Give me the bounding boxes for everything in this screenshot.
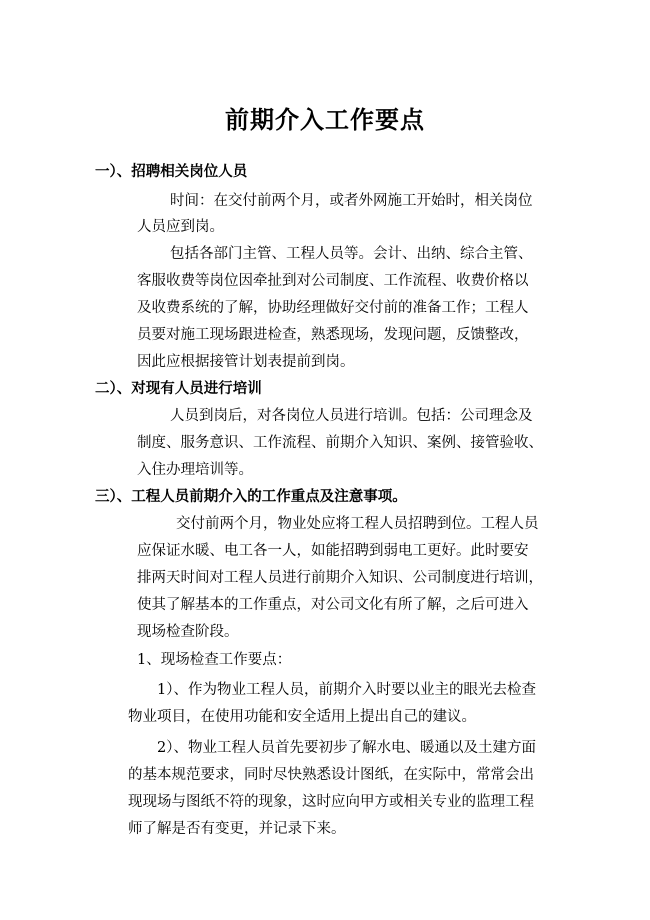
section-2-heading: 二）、对现有人员进行培训 xyxy=(95,380,262,397)
section-3-item-1-line-1: 1）、作为物业工程人员，前期介入时要以业主的眼光去检查 xyxy=(157,682,536,698)
section-1-p1-line-2: 人员应到岗。 xyxy=(137,219,224,235)
section-1-p2-line-2: 客服收费等岗位因牵扯到对公司制度、工作流程、收费价格以 xyxy=(137,273,529,289)
section-2-p1-line-3: 入住办理培训等。 xyxy=(137,462,253,478)
section-3-item-2-line-2: 的基本规范要求，同时尽快熟悉设计图纸，在实际中，常常会出 xyxy=(128,767,534,783)
section-1-p2-line-4: 员要对施工现场跟进检查，熟悉现场，发现问题，反馈整改， xyxy=(137,327,529,343)
section-3-p1-line-5: 现场检查阶段。 xyxy=(137,624,239,640)
section-3-p1-line-2: 应保证水暖、电工各一人，如能招聘到弱电工更好。此时要安 xyxy=(137,543,529,559)
section-3-item-1-line-2: 物业项目，在使用功能和安全适用上提出自己的建议。 xyxy=(128,709,476,725)
section-3-p1-line-3: 排两天时间对工程人员进行前期介入知识、公司制度进行培训， xyxy=(137,570,543,586)
section-2-p1-line-2: 制度、服务意识、工作流程、前期介入知识、案例、接管验收、 xyxy=(137,435,543,451)
section-1-p2-line-5: 因此应根据接管计划表提前到岗。 xyxy=(137,354,355,370)
page-title: 前期介入工作要点 xyxy=(225,105,425,134)
section-1-p2-line-1: 包括各部门主管、工程人员等。会计、出纳、综合主管、 xyxy=(170,246,533,262)
section-3-p1-line-1: 交付前两个月，物业处应将工程人员招聘到位。工程人员 xyxy=(176,516,539,532)
section-3-subheading: 1、现场检查工作要点： xyxy=(137,652,292,668)
section-3-item-2-line-3: 现现场与图纸不符的现象，这时应向甲方或相关专业的监理工程 xyxy=(128,794,534,810)
section-1-p2-line-3: 及收费系统的了解，协助经理做好交付前的准备工作；工程人 xyxy=(137,300,529,316)
section-1-p1-line-1: 时间：在交付前两个月，或者外网施工开始时，相关岗位 xyxy=(170,193,533,209)
section-1-heading: 一）、招聘相关岗位人员 xyxy=(95,163,248,180)
section-3-item-2-line-1: 2）、物业工程人员首先要初步了解水电、暖通以及土建方面 xyxy=(157,740,536,756)
section-2-p1-line-1: 人员到岗后，对各岗位人员进行培训。包括：公司理念及 xyxy=(170,408,533,424)
section-3-item-2-line-4: 师了解是否有变更，并记录下来。 xyxy=(128,821,346,837)
section-3-heading: 三）、工程人员前期介入的工作重点及注意事项。 xyxy=(95,488,407,505)
section-3-p1-line-4: 使其了解基本的工作重点，对公司文化有所了解，之后可进入 xyxy=(137,597,529,613)
